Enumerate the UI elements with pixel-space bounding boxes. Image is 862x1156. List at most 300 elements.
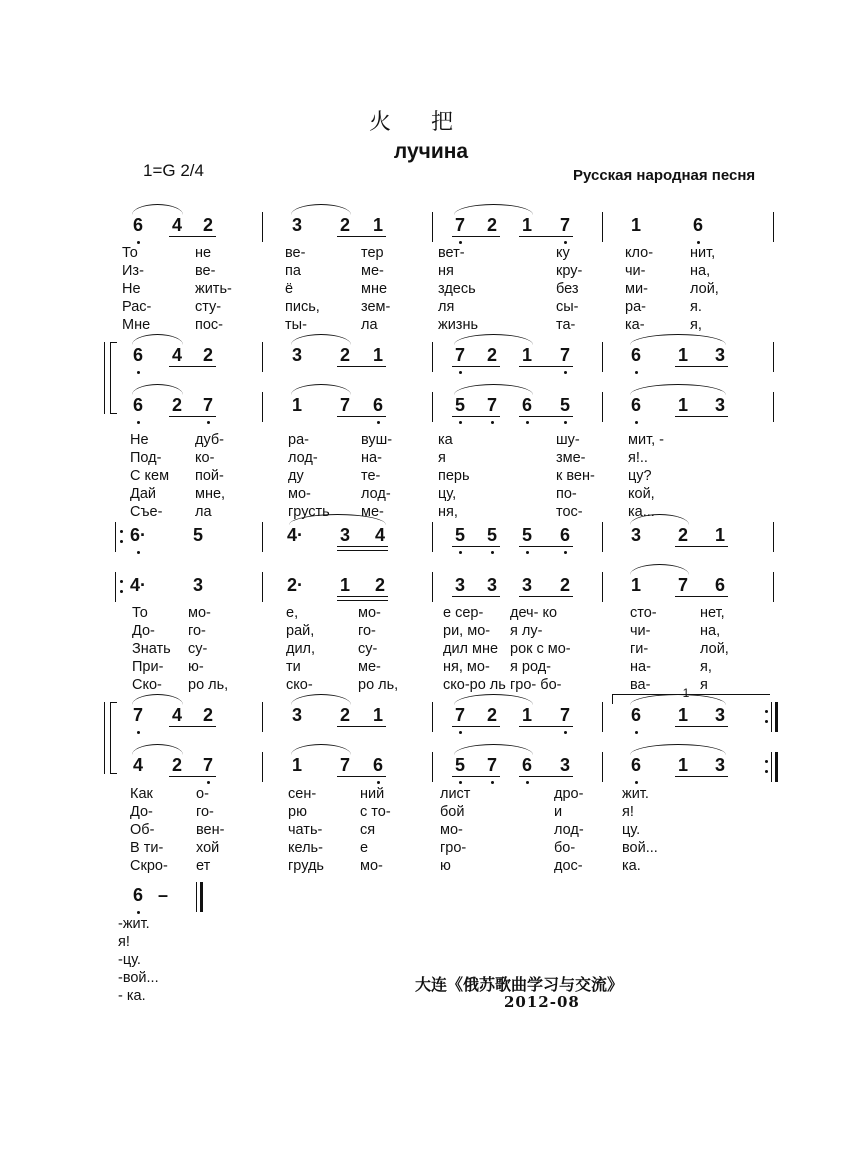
note-s6-6: 1 [372,705,383,725]
lyric-syllable: ты- [285,317,307,333]
lyric-syllable: е сер- [443,605,484,621]
lyric-syllable: цу? [628,468,652,484]
lyric-syllable: я род- [510,659,551,675]
bar-line [432,752,433,782]
repeat-dot [120,540,123,543]
note-s4-8: 5 [521,525,532,545]
tie-slur [291,694,351,705]
lyric-syllable: мо- [440,822,463,838]
octave-dot [137,911,140,914]
bar-line [432,702,433,732]
repeat-bar [115,572,116,602]
note-s3-4: 1 [291,395,302,415]
octave-dot [697,241,700,244]
octave-dot [459,371,462,374]
lyric-syllable: ва- [630,677,651,693]
lyric-syllable: Знать [132,641,171,657]
lyric-syllable: мне, [195,486,226,502]
repeat-dot [765,720,768,723]
octave-dot [635,371,638,374]
lyric-syllable: ний [360,786,385,802]
beam-underline [452,546,500,547]
lyric-syllable: о- [196,786,209,802]
system-line [104,342,105,414]
note-s7-4: 1 [291,755,302,775]
note-s7-12: 1 [677,755,688,775]
note-s1-7: 7 [454,215,465,235]
tie-slur [630,334,726,345]
lyric-syllable: не [195,245,212,261]
repeat-bar-thick [775,752,778,782]
lyric-syllable: та- [556,317,576,333]
note-s3-8: 7 [486,395,497,415]
tie-slur [630,384,726,395]
beam-underline [337,416,386,417]
note-s6-3: 2 [202,705,213,725]
lyric-syllable: пись, [285,299,320,315]
bar-line [773,212,774,242]
note-s3-7: 5 [454,395,465,415]
lyric-syllable: ня [438,263,454,279]
lyric-syllable: чи- [630,623,651,639]
beam-underline [519,596,573,597]
bar-line [262,342,263,372]
bar-line [773,342,774,372]
note-s3-9: 6 [521,395,532,415]
tie-slur [454,744,533,755]
octave-dot [377,421,380,424]
beam-underline [337,776,386,777]
repeat-dot [765,710,768,713]
note-s2-2: 4 [171,345,182,365]
octave-dot [491,781,494,784]
lyric-syllable: ра- [625,299,646,315]
source-credit: 大连《俄苏歌曲学习与交流》 [415,975,624,994]
lyric-syllable: -цу. [118,952,141,968]
note-s2-13: 3 [714,345,725,365]
title-russian: лучина [393,140,469,163]
lyric-syllable: мо- [360,858,383,874]
note-s5-8: 3 [521,575,532,595]
note-s2-9: 1 [521,345,532,365]
lyric-syllable: Под- [130,450,162,466]
lyric-syllable: ро ль, [358,677,399,693]
lyric-syllable: я! [622,804,634,820]
note-s6-1: 7 [132,705,143,725]
lyric-syllable: рок с мо- [510,641,571,657]
lyric-syllable: тер [361,245,384,261]
beam-underline [337,550,388,551]
lyric-syllable: ка- [625,317,645,333]
lyric-syllable: ду [288,468,304,484]
beam-underline [337,726,386,727]
note-s3-10: 5 [559,395,570,415]
octave-dot [564,551,567,554]
octave-dot [635,731,638,734]
lyric-syllable: мо- [288,486,311,502]
lyric-syllable: -жит. [118,916,150,932]
lyric-syllable: я!.. [628,450,648,466]
lyric-syllable: рю [288,804,307,820]
octave-dot [564,731,567,734]
beam-underline [452,416,500,417]
repeat-bar [771,702,772,732]
lyric-syllable: цу, [438,486,457,502]
bar-line [262,572,263,602]
beam-underline [337,366,386,367]
bar-line [432,212,433,242]
lyric-syllable: До- [132,623,155,639]
bar-line [602,702,603,732]
lyric-syllable: вуш- [361,432,393,448]
note-s1-8: 2 [486,215,497,235]
note-s3-2: 2 [171,395,182,415]
lyric-syllable: ме- [361,504,384,520]
tie-slur [454,334,533,345]
lyric-syllable: Не [130,432,149,448]
lyric-syllable: грудь [288,858,324,874]
system-brace [110,342,117,414]
bar-line [602,522,603,552]
lyric-syllable: без [556,281,579,297]
note-s1-9: 1 [521,215,532,235]
lyric-syllable: рай, [286,623,315,639]
note-s4-5: 4 [374,525,385,545]
lyric-syllable: ве- [195,263,216,279]
note-s4-1: 6· [129,525,146,545]
lyric-syllable: Ско- [132,677,162,693]
lyric-syllable: дуб- [195,432,225,448]
note-s6-7: 7 [454,705,465,725]
lyric-syllable: дил мне [443,641,499,657]
lyric-syllable: кло- [625,245,654,261]
lyric-syllable: бой [440,804,465,820]
note-s2-10: 7 [559,345,570,365]
lyric-syllable: - ка. [118,988,146,1004]
beam-underline [675,776,728,777]
lyric-syllable: То [132,605,148,621]
lyric-syllable: лод- [361,486,391,502]
lyric-syllable: лод- [554,822,584,838]
octave-dot [459,241,462,244]
note-s1-1: 6 [132,215,143,235]
lyric-syllable: су- [188,641,208,657]
lyric-syllable: Скро- [130,858,168,874]
lyric-syllable: ла [361,317,378,333]
lyric-syllable: С кем [130,468,170,484]
note-s3-6: 6 [372,395,383,415]
beam-underline [452,726,500,727]
note-s5-9: 2 [559,575,570,595]
tie-slur [454,694,533,705]
bar-line [262,702,263,732]
note-s4-3: 4· [286,525,303,545]
lyric-syllable: Из- [122,263,144,279]
lyric-syllable: ю- [188,659,204,675]
octave-dot [564,241,567,244]
beam-underline [519,546,573,547]
lyric-syllable: пос- [195,317,223,333]
lyric-syllable: и [554,804,563,820]
lyric-syllable: Об- [130,822,155,838]
note-s4-12: 1 [714,525,725,545]
note-s3-3: 7 [202,395,213,415]
lyric-syllable: я [438,450,446,466]
lyric-syllable: сен- [288,786,317,802]
lyric-syllable: я. [690,299,702,315]
lyric-syllable: ня, мо- [443,659,490,675]
note-s5-6: 3 [454,575,465,595]
lyric-syllable: ме- [358,659,381,675]
bar-line [602,342,603,372]
lyric-syllable: деч- ко [510,605,558,621]
tie-slur [132,334,183,345]
octave-dot [459,781,462,784]
bar-line [432,522,433,552]
octave-dot [137,421,140,424]
lyric-syllable: по- [556,486,577,502]
note-s6-11: 6 [630,705,641,725]
final-bar [196,882,197,912]
lyric-syllable: цу. [622,822,641,838]
lyric-syllable: с то- [360,804,391,820]
tie-slur [630,564,689,575]
lyric-syllable: жит. [622,786,649,802]
lyric-syllable: В ти- [130,840,164,856]
tie-slur [132,744,183,755]
lyric-syllable: вен- [196,822,225,838]
lyric-syllable: мит, - [628,432,664,448]
lyric-syllable: лой, [690,281,719,297]
lyric-syllable: дро- [554,786,584,802]
lyric-syllable: То [122,245,138,261]
note-s7-10: 3 [559,755,570,775]
note-s1-5: 2 [339,215,350,235]
lyric-syllable: го- [188,623,206,639]
note-s7-1: 4 [132,755,143,775]
lyric-syllable: жить- [195,281,232,297]
bar-line [602,212,603,242]
beam-underline [452,596,500,597]
note-s7-3: 7 [202,755,213,775]
tie-slur [630,744,726,755]
lyric-syllable: е [360,840,369,856]
note-s1-6: 1 [372,215,383,235]
beam-underline [675,546,728,547]
key-time-signature: 1=G 2/4 [143,161,204,180]
beam-underline [337,596,388,597]
octave-dot [491,551,494,554]
note-s6-2: 4 [171,705,182,725]
octave-dot [137,551,140,554]
repeat-bar-thick [775,702,778,732]
beam-underline [169,726,216,727]
lyric-syllable: лод- [288,450,318,466]
beam-underline [169,366,216,367]
note-s2-12: 1 [677,345,688,365]
note-s7-11: 6 [630,755,641,775]
beam-underline [169,416,216,417]
lyric-syllable: Съе- [130,504,163,520]
tie-slur [132,384,183,395]
repeat-bar [115,522,116,552]
octave-dot [459,421,462,424]
lyric-syllable: ю [440,858,451,874]
bar-line [262,752,263,782]
lyric-syllable: перь [438,468,470,484]
note-s7-13: 3 [714,755,725,775]
note-s6-5: 2 [339,705,350,725]
note-s1-10: 7 [559,215,570,235]
volta-bracket [612,694,613,704]
octave-dot [564,371,567,374]
beam-underline [337,546,388,547]
lyric-syllable: Как [130,786,153,802]
octave-dot [459,731,462,734]
octave-dot [564,421,567,424]
lyric-syllable: Дай [130,486,156,502]
lyric-syllable: здесь [438,281,476,297]
note-s2-4: 3 [291,345,302,365]
note-s7-7: 5 [454,755,465,775]
octave-dot [207,781,210,784]
lyric-syllable: мне [361,281,388,297]
note-s5-12: 6 [714,575,725,595]
lyric-syllable: лист [440,786,471,802]
lyric-syllable: шу- [556,432,580,448]
lyric-syllable: сы- [556,299,579,315]
bar-line [773,572,774,602]
note-s6-8: 2 [486,705,497,725]
lyric-syllable: Мне [122,317,151,333]
lyric-syllable: ми- [625,281,648,297]
note-s8-1: 6 [132,885,143,905]
lyric-syllable: ка... [628,504,655,520]
lyric-syllable: ро ль, [188,677,229,693]
lyric-syllable: ра- [288,432,309,448]
lyric-syllable: ско-ро ль [443,677,506,693]
bar-line [432,392,433,422]
lyric-syllable: я, [700,659,712,675]
beam-underline [337,600,388,601]
octave-dot [377,781,380,784]
note-s5-2: 3 [192,575,203,595]
note-s3-1: 6 [132,395,143,415]
beam-underline [519,776,573,777]
tie-slur [454,384,533,395]
note-s1-11: 1 [630,215,641,235]
lyric-syllable: ся [360,822,376,838]
note-s7-8: 7 [486,755,497,775]
lyric-syllable: чи- [625,263,646,279]
lyric-syllable: ко- [195,450,215,466]
octave-dot [207,421,210,424]
beam-underline [452,366,500,367]
lyric-syllable: ё [285,281,294,297]
note-s2-5: 2 [339,345,350,365]
note-s5-10: 1 [630,575,641,595]
octave-dot [526,781,529,784]
bar-line [262,392,263,422]
bar-line [773,392,774,422]
note-s6-9: 1 [521,705,532,725]
system-line [104,702,105,774]
note-s4-9: 6 [559,525,570,545]
note-s4-10: 3 [630,525,641,545]
author-credit: Русская народная песня [573,167,756,184]
beam-underline [675,596,728,597]
tie-slur [291,744,351,755]
lyric-syllable: вой... [622,840,658,856]
note-s8-2: – [157,885,168,905]
lyric-syllable: ла [195,504,212,520]
note-s6-10: 7 [559,705,570,725]
bar-line [602,392,603,422]
lyric-syllable: сто- [630,605,657,621]
note-s2-11: 6 [630,345,641,365]
lyric-syllable: До- [130,804,153,820]
lyric-syllable: кру- [556,263,583,279]
note-s1-12: 6 [692,215,703,235]
octave-dot [491,421,494,424]
system-brace [110,702,117,774]
beam-underline [169,776,216,777]
note-s2-1: 6 [132,345,143,365]
repeat-dot [120,530,123,533]
lyric-syllable: я лу- [510,623,543,639]
lyric-syllable: зме- [556,450,586,466]
note-s3-13: 3 [714,395,725,415]
note-s5-1: 4· [129,575,146,595]
octave-dot [635,781,638,784]
note-s5-3: 2· [286,575,303,595]
bar-line [602,572,603,602]
lyric-syllable: ри, мо- [443,623,491,639]
bar-line [602,752,603,782]
tie-slur [291,384,351,395]
lyric-syllable: чать- [288,822,323,838]
volta-number: 1 [682,686,690,700]
note-s5-5: 2 [374,575,385,595]
tie-slur [132,694,183,705]
note-s4-11: 2 [677,525,688,545]
date-credit: 2012-08 [504,993,580,1011]
beam-underline [452,776,500,777]
octave-dot [137,241,140,244]
beam-underline [519,726,573,727]
note-s7-9: 6 [521,755,532,775]
note-s6-13: 3 [714,705,725,725]
repeat-dot [765,760,768,763]
lyric-syllable: я, [690,317,702,333]
lyric-syllable: Не [122,281,141,297]
note-s6-4: 3 [291,705,302,725]
lyric-syllable: мо- [358,605,381,621]
bar-line [262,522,263,552]
lyric-syllable: гро- [440,840,467,856]
lyric-syllable: нет, [700,605,725,621]
lyric-syllable: вет- [438,245,465,261]
lyric-syllable: сту- [195,299,222,315]
tie-slur [454,204,533,215]
lyric-syllable: я [700,677,708,693]
octave-dot [137,371,140,374]
repeat-dot [765,770,768,773]
lyric-syllable: бо- [554,840,576,856]
lyric-syllable: лой, [700,641,729,657]
beam-underline [337,236,386,237]
note-s2-8: 2 [486,345,497,365]
